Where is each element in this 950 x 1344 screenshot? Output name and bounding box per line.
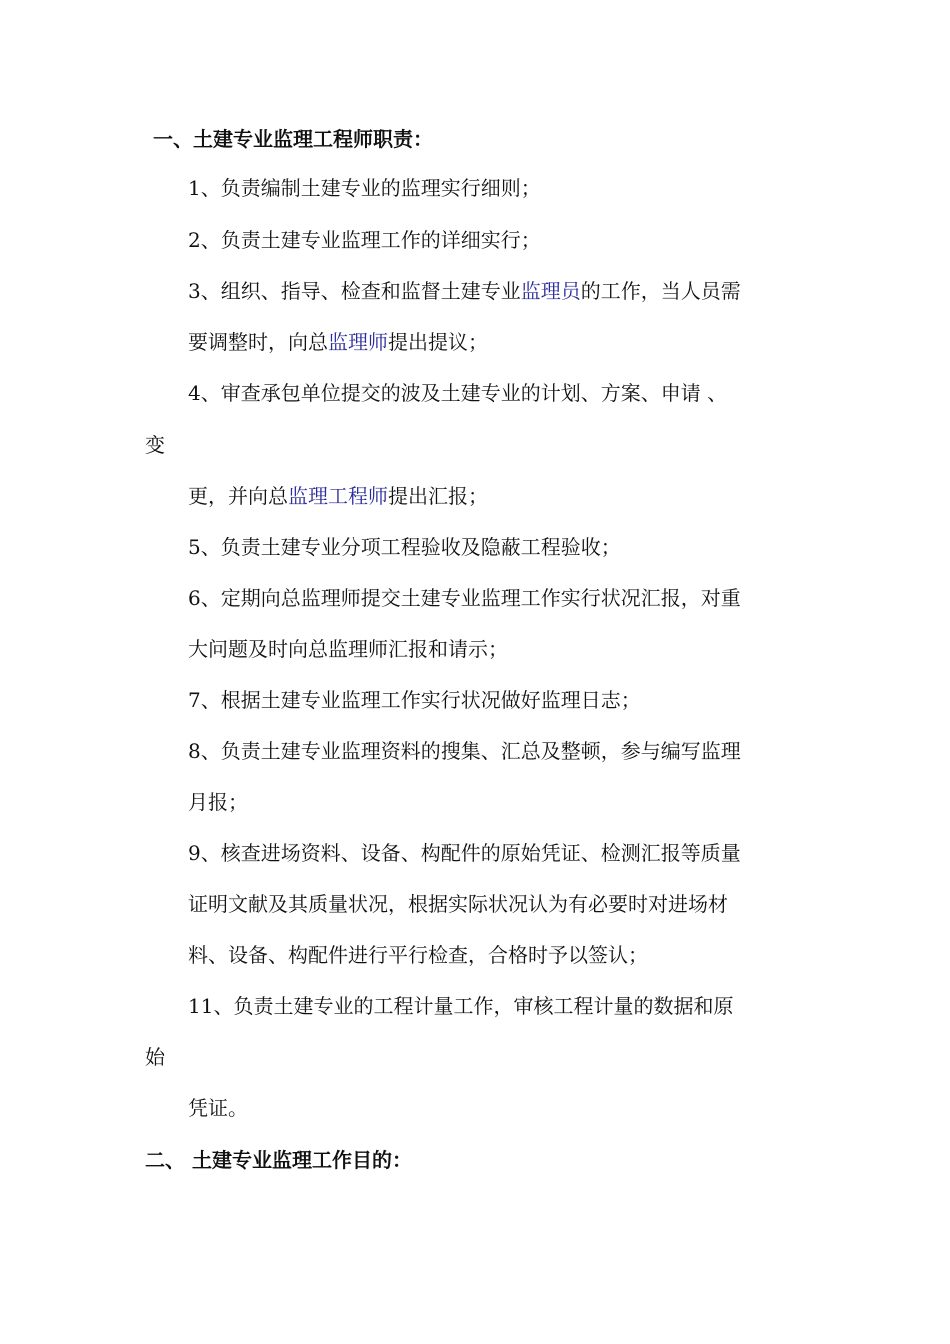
- list-item-11-line-2: 始: [145, 1045, 165, 1069]
- list-item-11-line-3: 凭证。: [188, 1096, 248, 1120]
- section-heading-2: 二、 土建专业监理工作目的：: [145, 1148, 412, 1172]
- list-item-4-line-2: 变: [145, 433, 165, 457]
- list-item-8-line-2: 月报；: [188, 790, 248, 814]
- list-item-9-line-1: 9、核查进场资料、设备、构配件的原始凭证、检测汇报等质量: [188, 841, 741, 865]
- link-supervising-engineer[interactable]: 监理工程师: [288, 484, 388, 508]
- list-item-3-line-1: [188, 279, 741, 303]
- list-item-6-line-1: 6、定期向总监理师提交土建专业监理工作实行状况汇报，对重: [188, 586, 741, 610]
- list-item-8-line-1: 8、负责土建专业监理资料的搜集、汇总及整顿，参与编写监理: [188, 739, 741, 763]
- section-heading-1: 一、土建专业监理工程师职责：: [153, 127, 433, 151]
- list-item-9-line-3: 料、设备、构配件进行平行检查，合格时予以签认；: [188, 943, 648, 967]
- list-item-6-line-2: 大问题及时向总监理师汇报和请示；: [188, 637, 508, 661]
- list-item-4-line-3: [188, 484, 488, 508]
- list-item-7: 7、根据土建专业监理工作实行状况做好监理日志；: [188, 688, 641, 712]
- list-item-2: 2、负责土建专业监理工作的详细实行；: [188, 228, 541, 252]
- list-item-9-line-2: 证明文献及其质量状况，根据实际状况认为有必要时对进场材: [188, 892, 728, 916]
- item-3-text-start: 3、组织、指导、检查和监督土建专业: [188, 279, 521, 303]
- item-3-text-end: 的工作，当人员需: [580, 279, 741, 303]
- item-4c-text-start: 更，并向总: [188, 484, 288, 508]
- link-chief-supervisor[interactable]: 监理师: [328, 330, 388, 354]
- list-item-11-line-1: 11、负责土建专业的工程计量工作，审核工程计量的数据和原: [188, 994, 734, 1018]
- list-item-4-line-1: 4、审查承包单位提交的波及土建专业的计划、方案、申请 、: [188, 381, 728, 405]
- list-item-3-line-2: [188, 330, 488, 354]
- list-item-5: 5、负责土建专业分项工程验收及隐蔽工程验收；: [188, 535, 621, 559]
- link-supervisor[interactable]: 监理员: [520, 279, 581, 303]
- item-3b-text-end: 提出提议；: [388, 330, 488, 354]
- item-3b-text-start: 要调整时，向总: [188, 330, 328, 354]
- list-item-1: 1、负责编制土建专业的监理实行细则；: [188, 176, 541, 200]
- item-4c-text-end: 提出汇报；: [388, 484, 488, 508]
